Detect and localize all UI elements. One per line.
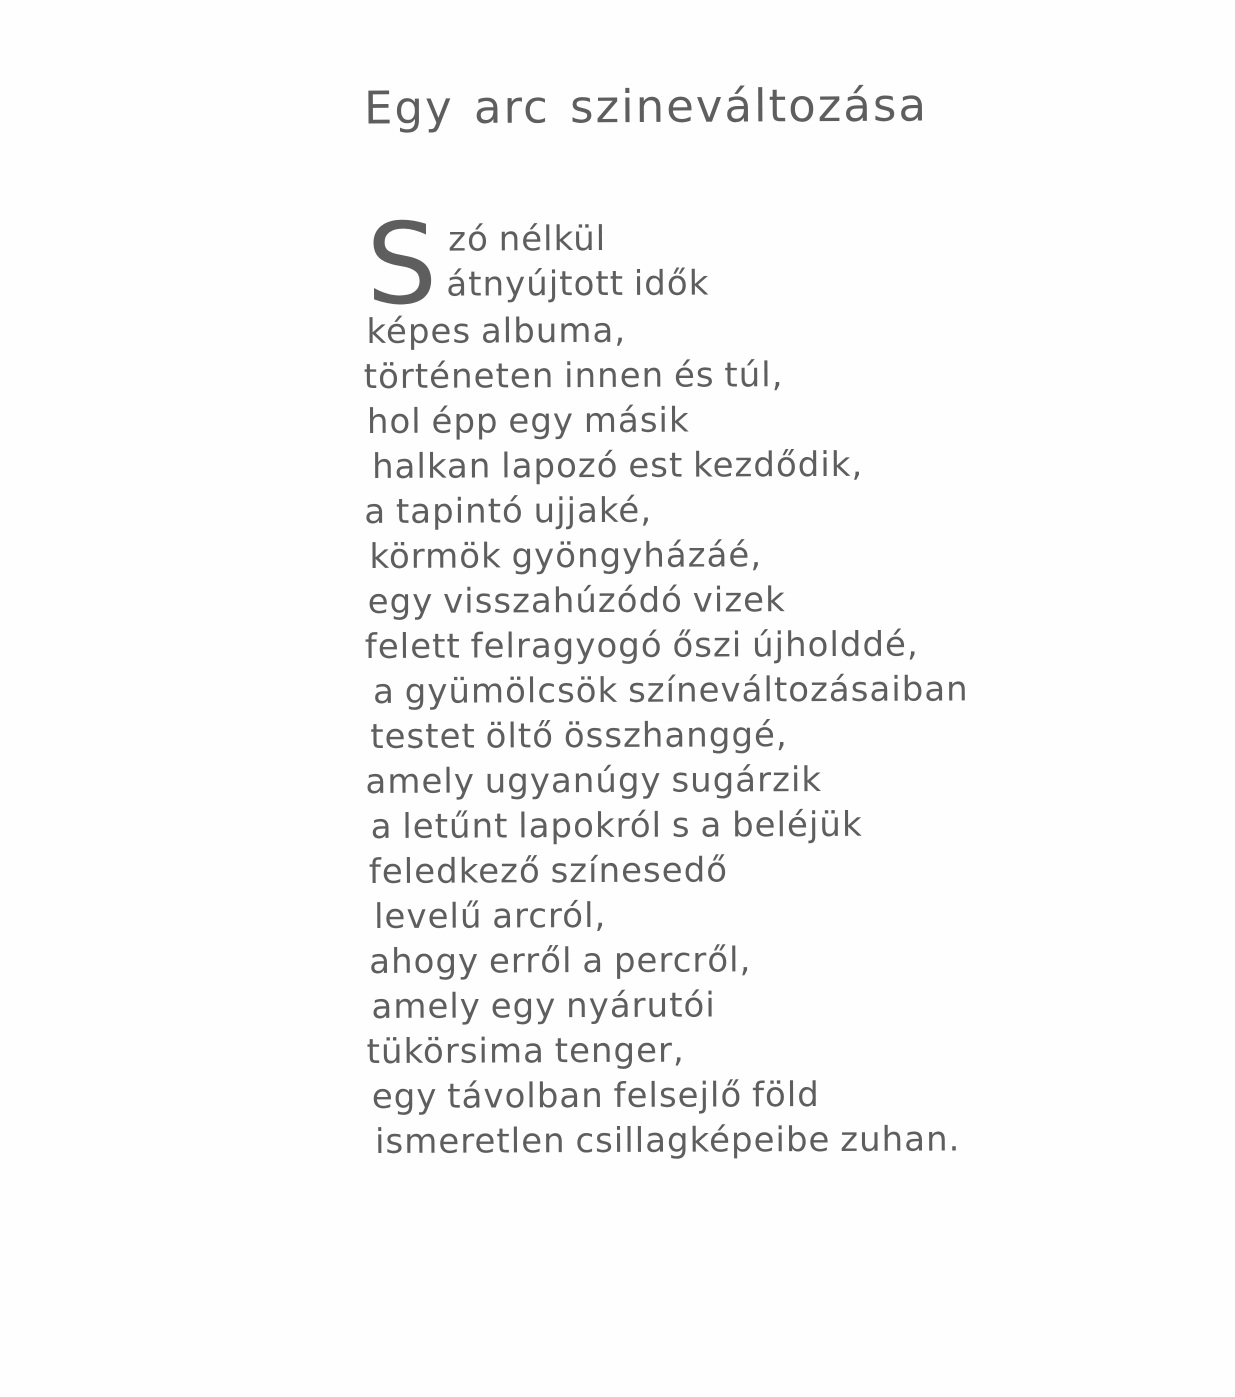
poem-line: testet öltő összhanggé, bbox=[370, 715, 788, 757]
poem-line: tükörsima tenger, bbox=[366, 1030, 685, 1073]
poem-line: hol épp egy másik bbox=[366, 400, 690, 442]
poem-line: ahogy erről a percről, bbox=[369, 940, 752, 982]
poem-line: levelű arcról, bbox=[373, 895, 607, 937]
poem-line: történeten innen és túl, bbox=[363, 355, 784, 398]
poem-line: egy távolban felsejlő föld bbox=[371, 1075, 820, 1117]
poem-line: a tapintó ujjaké, bbox=[364, 490, 653, 533]
poem-line: a letűnt lapokról s a beléjük bbox=[370, 804, 863, 847]
poem-line: körmök gyöngyházáé, bbox=[369, 535, 763, 577]
poem-line: halkan lapozó est kezdődik, bbox=[371, 444, 864, 487]
poem-line: amely ugyanúgy sugárzik bbox=[365, 760, 823, 803]
poem-line: felett felragyogó őszi újholddé, bbox=[364, 624, 919, 668]
poem-opening-lines bbox=[446, 217, 709, 308]
poem-line: amely egy nyárutói bbox=[371, 985, 716, 1027]
poem-title: Egy arc szineváltozása bbox=[363, 78, 929, 135]
poem-line: ismeretlen csillagképeibe zuhan. bbox=[374, 1119, 961, 1162]
poem-line: átnyújtott idők bbox=[446, 263, 710, 305]
poem-line: képes albuma, bbox=[366, 310, 627, 352]
poem-body bbox=[363, 199, 971, 1165]
poem-opening bbox=[365, 199, 967, 330]
poem-line: feledkező színesedő bbox=[368, 850, 729, 892]
drop-cap-initial: S bbox=[365, 199, 439, 330]
poem-line: zó nélkül bbox=[448, 218, 607, 260]
poem-line: egy visszahúzódó vizek bbox=[367, 580, 786, 622]
poem-line: a gyümölcsök színeváltozásaiban bbox=[372, 669, 969, 712]
